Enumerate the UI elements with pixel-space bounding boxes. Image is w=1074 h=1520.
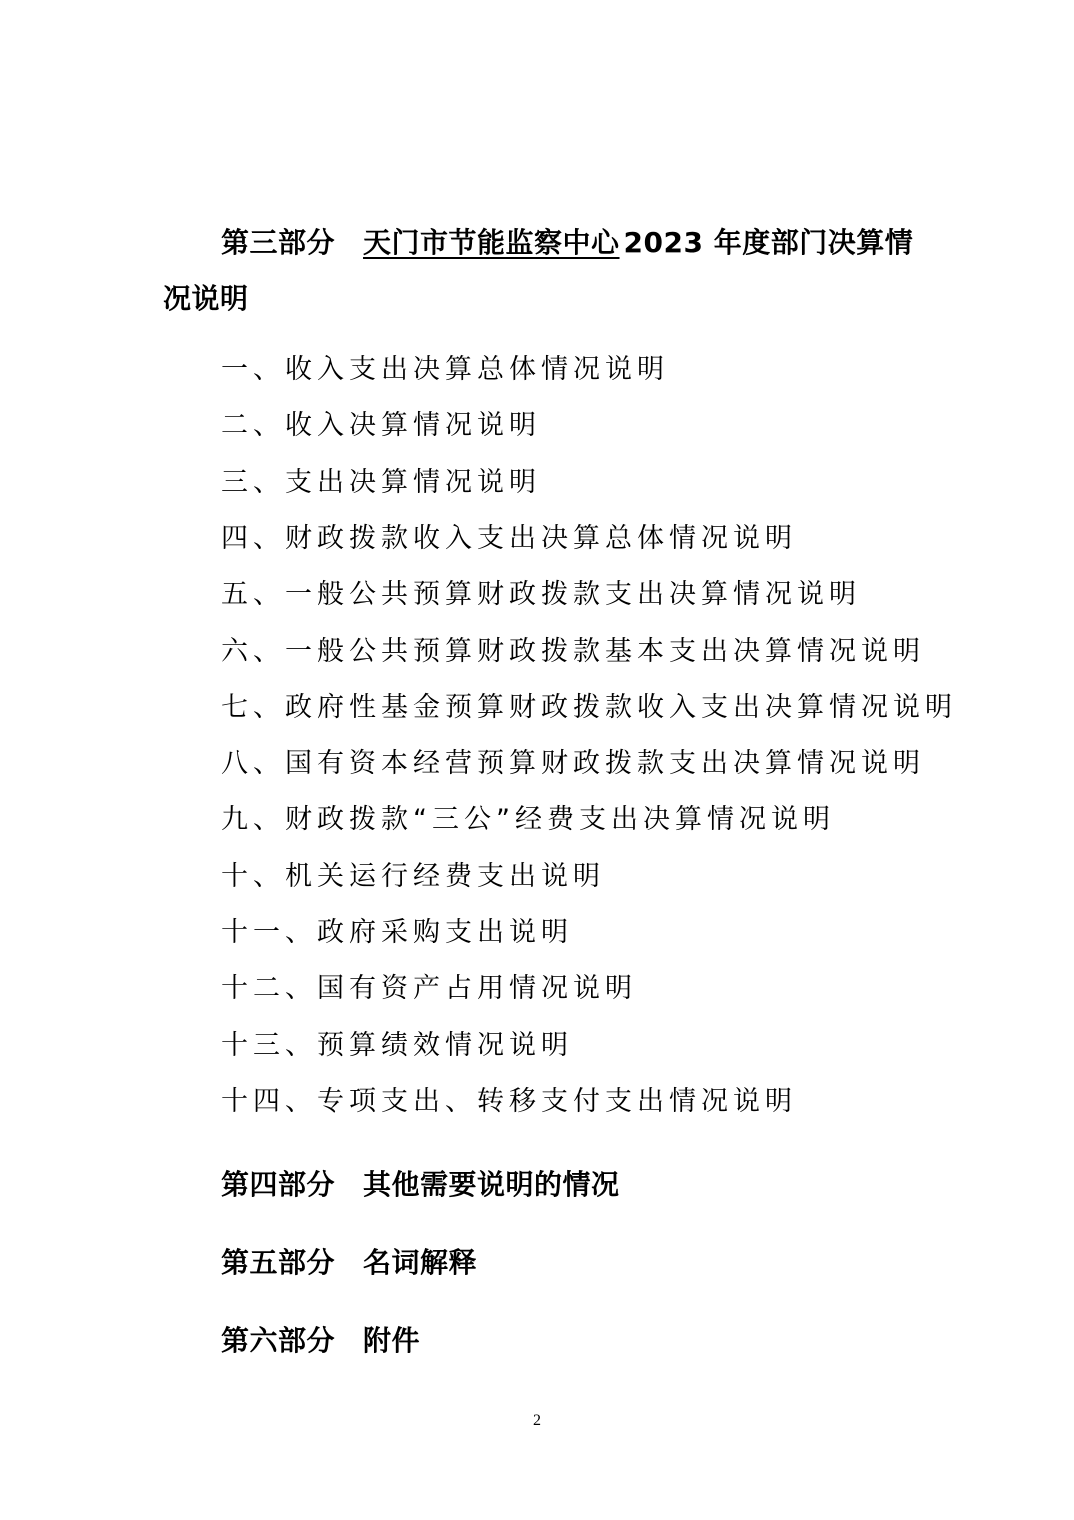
part4-title: 其他需要说明的情况 bbox=[363, 1168, 620, 1201]
part4-heading bbox=[221, 1163, 620, 1203]
part5-title: 名词解释 bbox=[363, 1246, 478, 1279]
toc-item: 三、支出决算情况说明 bbox=[221, 467, 541, 498]
part3-label: 第三部分 bbox=[221, 226, 336, 259]
toc-item: 七、政府性基金预算财政拨款收入支出决算情况说明 bbox=[221, 692, 957, 723]
toc-item: 十四、专项支出、转移支付支出情况说明 bbox=[221, 1086, 797, 1117]
part3-org-name: 天门市节能监察中心 bbox=[363, 226, 620, 259]
page-number: 2 bbox=[533, 1412, 541, 1429]
toc-item: 二、收入决算情况说明 bbox=[221, 410, 541, 441]
toc-item: 九、财政拨款“三公”经费支出决算情况说明 bbox=[221, 804, 835, 835]
toc-item: 十一、政府采购支出说明 bbox=[221, 917, 573, 948]
part4-label: 第四部分 bbox=[221, 1168, 336, 1201]
toc-item: 八、国有资本经营预算财政拨款支出决算情况说明 bbox=[221, 748, 925, 779]
part3-heading-line2: 况说明 bbox=[163, 282, 249, 315]
toc-item: 六、一般公共预算财政拨款基本支出决算情况说明 bbox=[221, 636, 925, 667]
toc-item: 五、一般公共预算财政拨款支出决算情况说明 bbox=[221, 579, 861, 610]
part6-label: 第六部分 bbox=[221, 1324, 336, 1357]
toc-item: 十三、预算绩效情况说明 bbox=[221, 1030, 573, 1061]
part3-heading-line1 bbox=[221, 221, 913, 261]
part6-heading bbox=[221, 1319, 420, 1359]
part5-heading bbox=[221, 1241, 477, 1281]
toc-item: 四、财政拨款收入支出决算总体情况说明 bbox=[221, 523, 797, 554]
part5-label: 第五部分 bbox=[221, 1246, 336, 1279]
toc-item: 一、收入支出决算总体情况说明 bbox=[221, 354, 669, 385]
toc-item: 十二、国有资产占用情况说明 bbox=[221, 973, 637, 1004]
part6-title: 附件 bbox=[363, 1324, 421, 1357]
part3-title-rest: 2023 年度部门决算情 bbox=[623, 226, 914, 259]
toc-item: 十、机关运行经费支出说明 bbox=[221, 861, 605, 892]
